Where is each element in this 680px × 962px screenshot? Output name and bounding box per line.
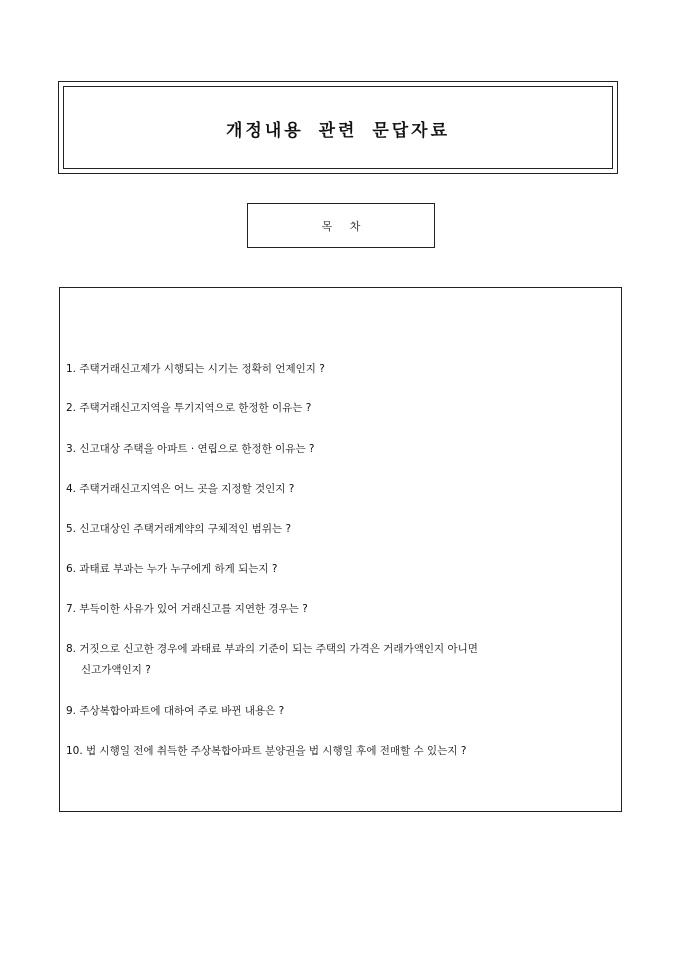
question-text: 부득이한 사유가 있어 거래신고를 지연한 경우는 ? (79, 603, 308, 615)
question-number: 5. (66, 523, 77, 535)
question-list (59, 287, 622, 812)
question-number: 7. (66, 603, 77, 615)
question-text: 주택거래신고지역은 어느 곳을 지정할 것인지 ? (79, 483, 295, 495)
list-item (66, 398, 613, 419)
list-item (66, 599, 613, 620)
question-number: 10. (66, 745, 83, 757)
question-number: 6. (66, 563, 77, 575)
question-number: 3. (66, 443, 77, 455)
question-text: 주택거래신고제가 시행되는 시기는 정확히 언제인지 ? (79, 363, 325, 375)
toc-label-box (247, 203, 435, 248)
list-item (66, 359, 613, 380)
question-text: 주택거래신고지역을 투기지역으로 한정한 이유는 ? (79, 402, 312, 414)
list-item (66, 519, 613, 540)
question-text: 신고대상 주택을 아파트 · 연립으로 한정한 이유는 ? (79, 443, 315, 455)
list-item (66, 741, 613, 762)
question-text: 주상복합아파트에 대하여 주로 바뀐 내용은 ? (79, 705, 285, 717)
list-item (66, 701, 613, 722)
question-number: 2. (66, 402, 77, 414)
toc-label: 목 차 (321, 219, 361, 233)
title-frame-inner (63, 86, 613, 169)
list-item (66, 479, 613, 500)
list-item (66, 639, 613, 681)
question-text: 법 시행일 전에 취득한 주상복합아파트 분양권을 법 시행일 후에 전매할 수 있는지 ? (86, 745, 467, 757)
question-number: 1. (66, 363, 77, 375)
question-text: 신고대상인 주택거래계약의 구체적인 범위는 ? (79, 523, 292, 535)
list-item (66, 439, 613, 460)
question-number: 4. (66, 483, 77, 495)
list-item (66, 559, 613, 580)
question-number: 9. (66, 705, 77, 717)
question-number: 8. (66, 643, 77, 655)
question-text: 과태료 부과는 누가 누구에게 하게 되는지 ? (79, 563, 278, 575)
document-title: 개정내용 관련 문답자료 (225, 121, 451, 141)
question-text-continued: 신고가액인지 ? (81, 664, 151, 676)
question-text: 거짓으로 신고한 경우에 과태료 부과의 기준이 되는 주택의 가격은 거래가액인지 아니면 (79, 643, 478, 655)
title-frame (58, 81, 618, 174)
